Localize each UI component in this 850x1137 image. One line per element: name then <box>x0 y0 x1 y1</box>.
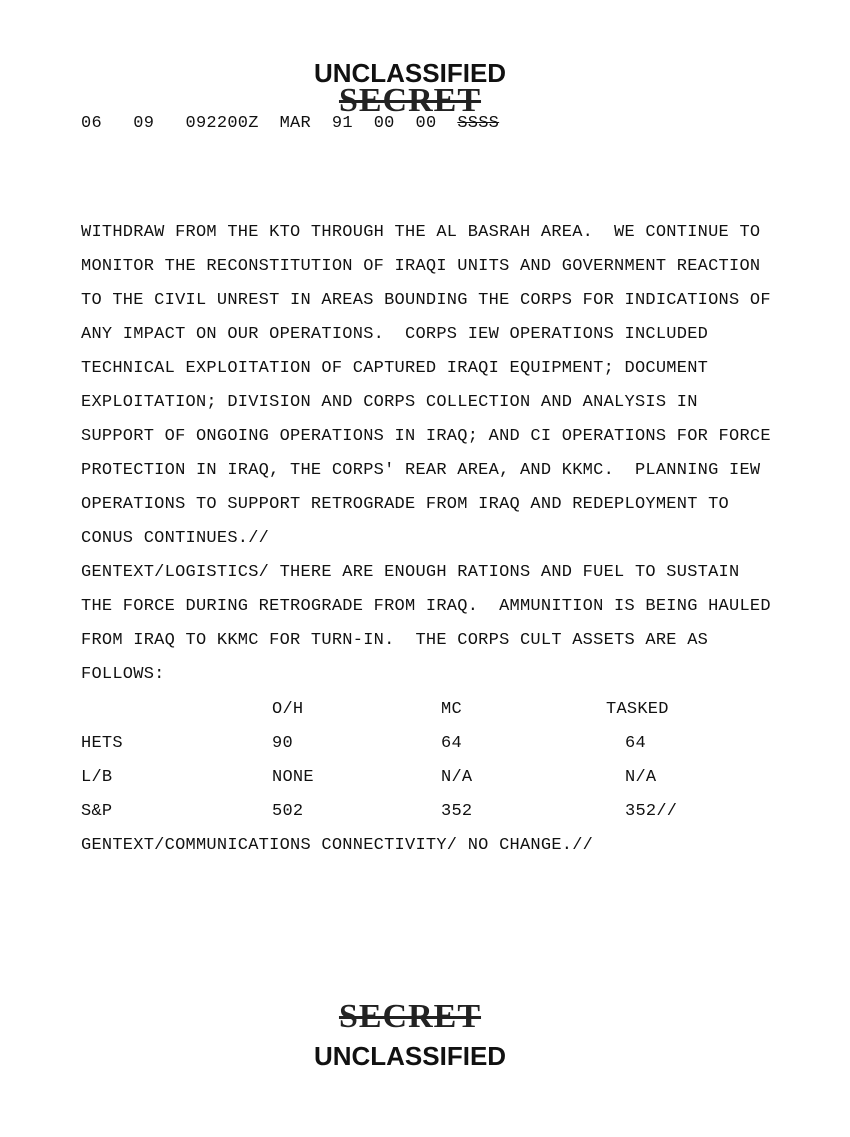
dtg-field: 092200Z <box>185 114 259 133</box>
body-line: GENTEXT/LOGISTICS/ THERE ARE ENOUGH RATIONS AND FUEL TO SUSTAIN <box>81 563 740 582</box>
table-cell: 90 <box>272 734 293 753</box>
bottom-classification: UNCLASSIFIED <box>313 1041 507 1071</box>
table-cell: N/A <box>625 768 657 787</box>
table-row-label: HETS <box>81 734 123 753</box>
top-classification: UNCLASSIFIED <box>313 58 507 88</box>
bottom-struck-classification: SECRET <box>338 998 482 1035</box>
table-header: MC <box>441 700 462 719</box>
body-line: TECHNICAL EXPLOITATION OF CAPTURED IRAQI EQUIPMENT; DOCUMENT <box>81 359 709 378</box>
table-row-label: S&P <box>81 802 113 821</box>
dtg-field: MAR <box>279 114 311 133</box>
body-line: ANY IMPACT ON OUR OPERATIONS. CORPS IEW OPERATIONS INCLUDED <box>81 325 709 344</box>
body-line: FOLLOWS: <box>81 665 165 684</box>
body-line: EXPLOITATION; DIVISION AND CORPS COLLECTION AND ANALYSIS IN <box>81 393 698 412</box>
dtg-field: 00 <box>373 114 395 133</box>
body-line: OPERATIONS TO SUPPORT RETROGRADE FROM IRAQ AND REDEPLOYMENT TO <box>81 495 730 514</box>
table-row-label: L/B <box>81 768 113 787</box>
table-cell: 64 <box>441 734 462 753</box>
table-header: TASKED <box>606 700 669 719</box>
dtg-field: 06 <box>81 114 102 133</box>
body-line: SUPPORT OF ONGOING OPERATIONS IN IRAQ; AND CI OPERATIONS FOR FORCE <box>81 427 771 446</box>
table-cell: N/A <box>441 768 473 787</box>
top-struck-classification: SECRET <box>338 82 482 119</box>
body-line: WITHDRAW FROM THE KTO THROUGH THE AL BASRAH AREA. WE CONTINUE TO <box>81 223 761 242</box>
dtg-field: 09 <box>133 114 155 133</box>
closing-line: GENTEXT/COMMUNICATIONS CONNECTIVITY/ NO CHANGE.// <box>81 836 594 855</box>
dtg-field: 91 <box>331 114 353 133</box>
body-line: THE FORCE DURING RETROGRADE FROM IRAQ. AMMUNITION IS BEING HAULED <box>81 597 771 616</box>
dtg-line <box>81 114 499 133</box>
table-cell: 352 <box>441 802 473 821</box>
dtg-struck-field: SSSS <box>457 114 500 133</box>
body-line: TO THE CIVIL UNREST IN AREAS BOUNDING THE CORPS FOR INDICATIONS OF <box>81 291 771 310</box>
body-line: PROTECTION IN IRAQ, THE CORPS' REAR AREA, AND KKMC. PLANNING IEW <box>81 461 761 480</box>
body-line: CONUS CONTINUES.// <box>81 529 270 548</box>
table-cell: 502 <box>272 802 304 821</box>
table-cell: 352// <box>625 802 678 821</box>
table-cell: NONE <box>272 768 314 787</box>
body-line: MONITOR THE RECONSTITUTION OF IRAQI UNITS AND GOVERNMENT REACTION <box>81 257 761 276</box>
table-cell: 64 <box>625 734 646 753</box>
body-line: FROM IRAQ TO KKMC FOR TURN-IN. THE CORPS CULT ASSETS ARE AS <box>81 631 709 650</box>
table-header: O/H <box>272 700 304 719</box>
dtg-field: 00 <box>415 114 437 133</box>
